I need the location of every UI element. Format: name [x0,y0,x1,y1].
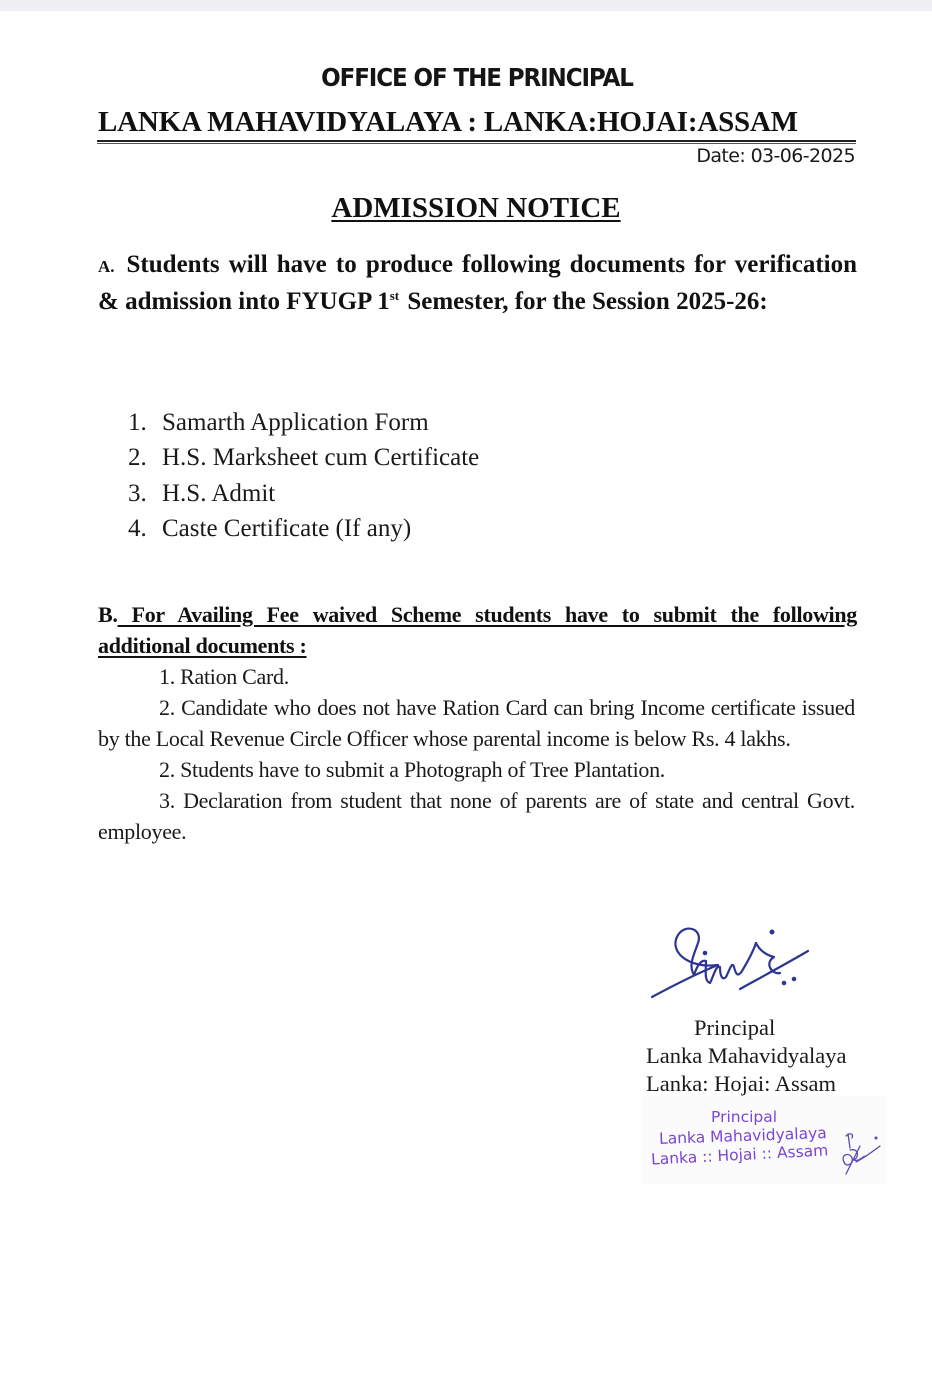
list-item: 2. H.S. Marksheet cum Certificate [128,444,480,472]
list-item: 1. Samarth Application Form [128,409,429,436]
top-status-strip [0,0,932,11]
signatory-title: Principal [694,1015,776,1040]
section-b-heading [98,599,857,661]
notice-date: Date: 03-06-2025 [696,145,855,167]
initials-icon [836,1126,886,1178]
list-item: 3. H.S. Admit [128,479,276,507]
required-documents-list [128,405,479,546]
stamp-line-location: Lanka :: Hojai :: Assam [650,1141,829,1169]
list-item: 2. Candidate who does not have Ration Card can bring Income certificate issued by the Local Revenue Circle Officer whose parental income is below Rs. 4 lakhs. [98,695,855,751]
list-item: 4. Caste Certificate (If any) [128,514,412,542]
section-a-marker: A. [98,257,115,276]
stamp-line-institution: Lanka Mahavidyalaya [658,1124,827,1148]
signatory-institution: Lanka Mahavidyalaya [646,1043,847,1068]
section-b-heading-text: For Availing Fee waived Scheme students have to submit the following additional documents : [98,602,857,658]
official-stamp [641,1096,886,1184]
list-item: 3. Declaration from student that none of parents are of state and central Govt. employee. [98,788,855,844]
stamp-line-title: Principal [711,1108,778,1126]
section-b-marker: B. [98,602,118,627]
document-page [0,11,932,1373]
page-title [0,192,932,225]
college-name-heading: LANKA MAHAVIDYALAYA : LANKA:HOJAI:ASSAM [98,106,798,138]
list-item: 2. Students have to submit a Photograph of Tree Plantation. [159,757,665,782]
fee-waiver-documents-list [98,661,855,847]
signatory-block [646,1014,847,1098]
signature-icon [648,921,816,1003]
office-title: OFFICE OF THE PRINCIPAL [321,63,633,92]
section-a-paragraph [98,247,857,319]
admission-notice-title: ADMISSION NOTICE [331,192,621,224]
section-a-text-end: Semester, for the Session 2025-26: [401,288,768,315]
section-a-text: Students will have to produce following documents for verification & admission into FYUGP 1 [98,251,857,315]
signatory-location: Lanka: Hojai: Assam [646,1071,836,1096]
list-item: 1. Ration Card. [159,664,289,689]
ordinal-superscript: st [389,288,400,303]
header-rule-divider [97,140,856,144]
